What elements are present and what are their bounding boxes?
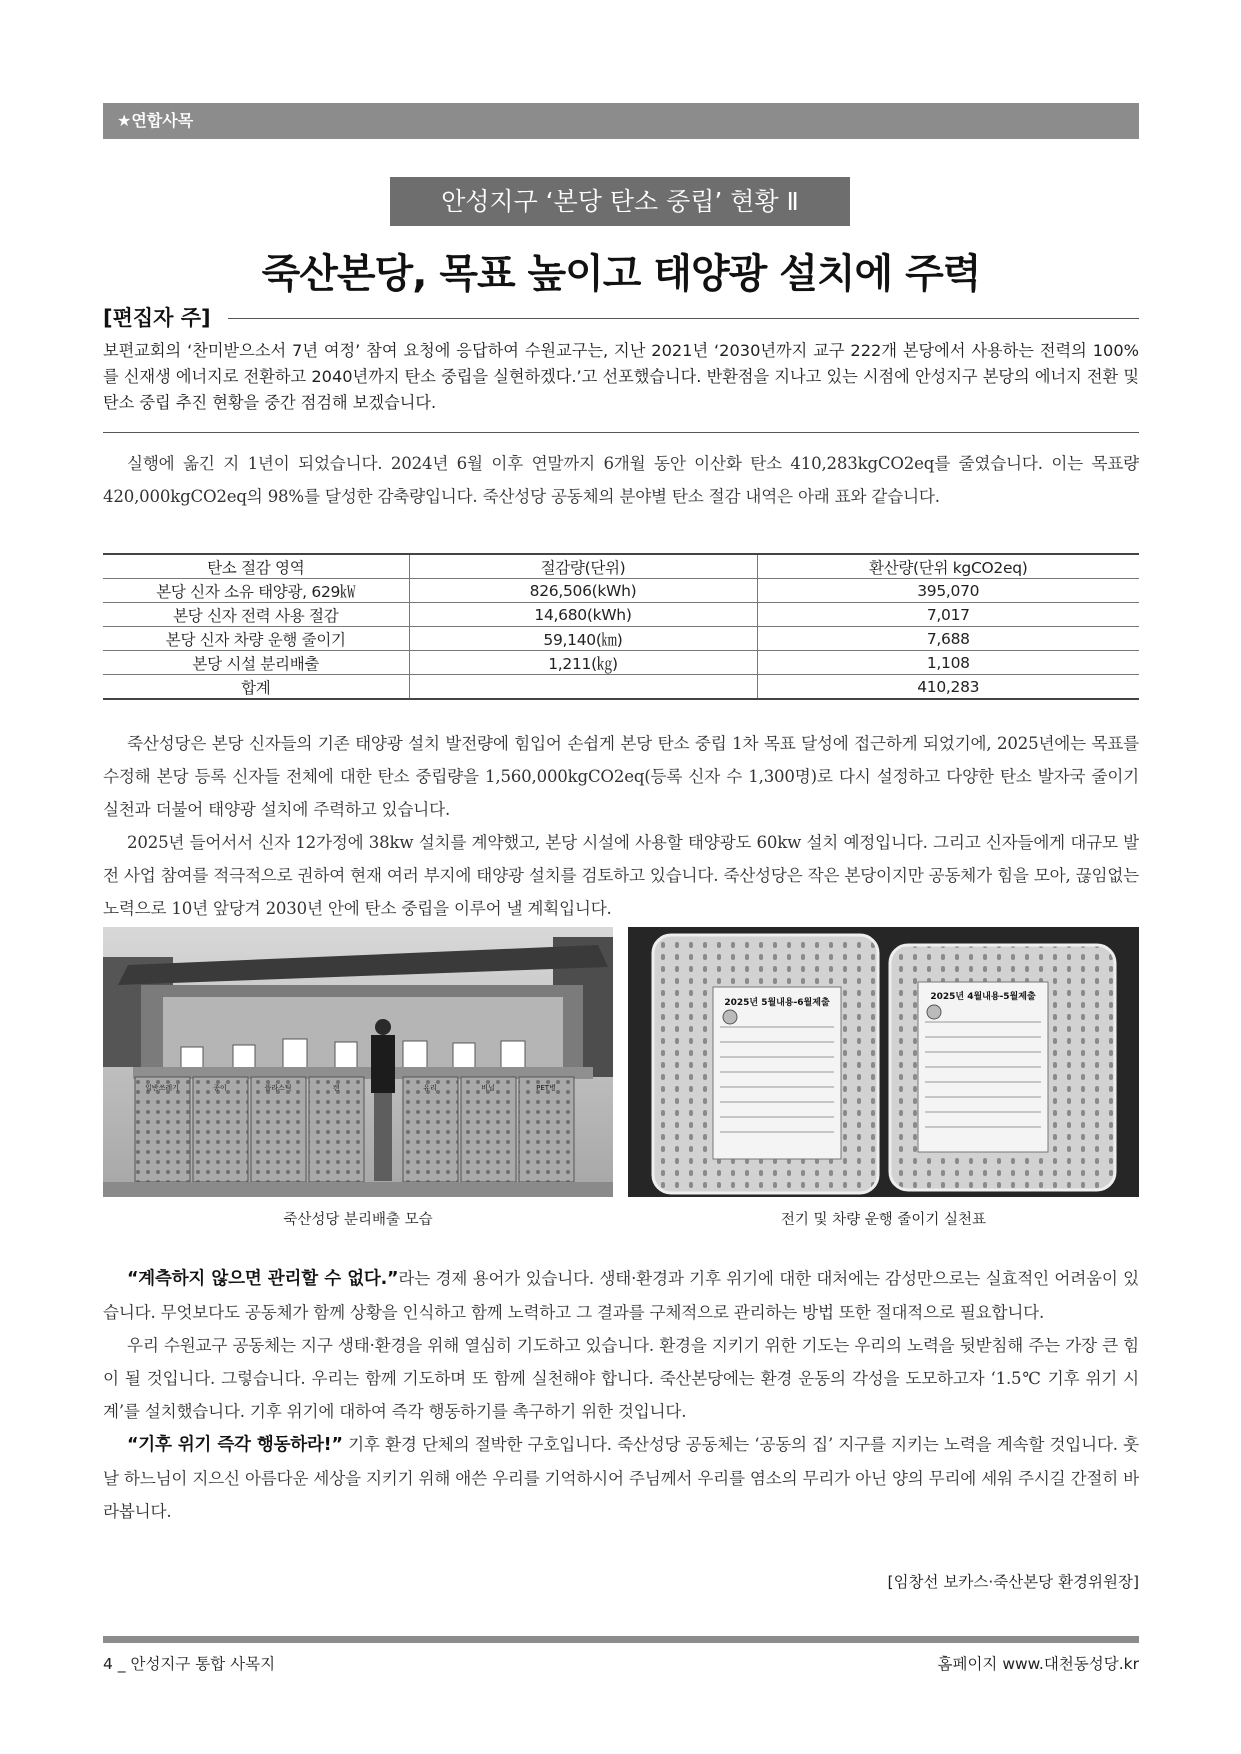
bin-label: 플라스틱 (264, 1084, 292, 1092)
table-header-cell: 탄소 절감 영역 (103, 554, 409, 579)
table-row (103, 579, 1139, 603)
footer-divider (103, 1636, 1139, 1643)
series-title: 안성지구 ‘본당 탄소 중립’ 현황 Ⅱ (390, 177, 850, 226)
paragraph-text: 라는 경제 용어가 있습니다. 생태·환경과 기후 위기에 대한 대처에는 감성만으로는 실효적인 어려움이 있습니다. 무엇보다도 공동체가 함께 상황을 인식하고 함께 노력하고 그 결과를 구체적으로 관리하는 방법 또한 절대적으로 필요합니다. (103, 1269, 1139, 1322)
photo-caption: 죽산성당 분리배출 모습 (283, 1212, 433, 1228)
body-paragraph: 우리 수원교구 공동체는 지구 생태·환경을 위해 열심히 기도하고 있습니다. 환경을 지키기 위한 기도는 우리의 노력을 뒷받침해 주는 가장 큰 힘이 될 것입니다. 그렇습니다. 우리는 함께 기도하며 또 함께 실천해야 합니다. 죽산본당에는 환경 운동의 각성을 도모하고자 ‘1.5℃ 기후 위기 시계’를 설치했습니다. 기후 위기에 대하여 즉각 행동하기를 촉구하기 위한 것입니다. (103, 1336, 1139, 1421)
table-cell: 1,211(㎏) (409, 651, 757, 675)
bin-label: 종이 (213, 1084, 227, 1092)
divider (103, 432, 1139, 433)
page-footer-publication: 4 _ 안성지구 통합 사목지 (103, 1655, 276, 1673)
paragraph-text: 기후 환경 단체의 절박한 구호입니다. 죽산성당 공동체는 ‘공동의 집’ 지구를 지키는 노력을 계속할 것입니다. 훗날 하느님이 지으신 아름다운 세상을 지키기 위해 애쓴 우리를 기억하시어 주님께서 우리를 염소의 무리가 아닌 양의 무리에 세워 주시길 간절히 바라봅니다. (103, 1435, 1139, 1521)
table-header-cell: 절감량(단위) (409, 554, 757, 579)
body-paragraph: 죽산성당은 본당 신자들의 기존 태양광 설치 발전량에 힘입어 손쉽게 본당 탄소 중립 1차 목표 달성에 접근하게 되었기에, 2025년에는 목표를 수정해 본당 등록 신자들 전체에 대한 탄소 중립량을 1,560,000kgCO2eq(등록 신자 수 1,300명)로 다시 설정하고 다양한 탄소 발자국 줄이기 실천과 더불어 태양광 설치에 주력하고 있습니다. (103, 734, 1139, 819)
table-cell: 826,506(kWh) (409, 579, 757, 603)
table-cell: 395,070 (757, 579, 1139, 603)
bin-label: 비닐 (481, 1084, 495, 1092)
table-cell (409, 675, 757, 700)
bin-label: 일반쓰레기 (145, 1084, 179, 1092)
table-cell: 7,017 (757, 603, 1139, 627)
table-cell: 본당 신자 소유 태양광, 629㎾ (103, 579, 409, 603)
editor-note-text: 보편교회의 ‘찬미받으소서 7년 여정’ 참여 요청에 응답하여 수원교구는, 지난 2021년 ‘2030년까지 교구 222개 본당에서 사용하는 전력의 100%를 신재생 에너지로 전환하고 2040년까지 탄소 중립을 실현하겠다.’고 선포했습니다. 반환점을 지나고 있는 시점에 안성지구 본당의 에너지 전환 및 탄소 중립 추진 현황을 중간 점검해 보겠습니다. (103, 341, 1139, 412)
page-footer-homepage: 홈페이지 www.대천동성당.kr (937, 1655, 1139, 1673)
editor-note-label: [편집자 주] (103, 306, 211, 330)
body-paragraph: 2025년 들어서서 신자 12가정에 38kw 설치를 계약했고, 본당 시설에 사용할 태양광도 60kw 설치 예정입니다. 그리고 신자들에게 대규모 발전 사업 참여를 적극적으로 권하여 현재 여러 부지에 태양광 설치를 검토하고 있습니다. 죽산성당은 작은 본당이지만 공동체가 힘을 모아, 끊임없는 노력으로 10년 앞당겨 2030년 안에 탄소 중립을 이루어 낼 계획입니다. (103, 833, 1139, 918)
article-headline: 죽산본당, 목표 높이고 태양광 설치에 주력 (261, 251, 981, 297)
body-paragraph: 실행에 옮긴 지 1년이 되었습니다. 2024년 6월 이후 연말까지 6개월 동안 이산화 탄소 410,283kgCO2eq를 줄였습니다. 이는 목표량 420,000kgCO2eq의 98%를 달성한 감축량입니다. 죽산성당 공동체의 분야별 탄소 절감 내역은 아래 표와 같습니다. (103, 454, 1139, 506)
table-cell: 14,680(kWh) (409, 603, 757, 627)
carbon-reduction-table (103, 553, 1139, 700)
table-header-cell: 환산량(단위 kgCO2eq) (757, 554, 1139, 579)
bin-label: 캔 (332, 1084, 340, 1092)
section-header: ★연합사목 (103, 103, 1139, 139)
table-cell: 7,688 (757, 627, 1139, 651)
photo-caption: 전기 및 차량 운행 줄이기 실천표 (780, 1212, 987, 1228)
table-cell: 1,108 (757, 651, 1139, 675)
sheet-title: 2025년 4월내용-5월제출 (930, 992, 1036, 1002)
table-cell: 본당 시설 분리배출 (103, 651, 409, 675)
body-paragraphs-group (103, 727, 1139, 925)
table-row (103, 627, 1139, 651)
author-byline: [임창선 보카스·죽산본당 환경위원장] (887, 1573, 1139, 1591)
emphasized-quote: “기후 위기 즉각 행동하라!” (127, 1435, 343, 1455)
table-row (103, 651, 1139, 675)
bin-label: PET병 (536, 1084, 556, 1092)
sheet-title: 2025년 5월내용-6월제출 (724, 998, 830, 1008)
body-paragraph (103, 1262, 1139, 1329)
emphasized-quote: “계측하지 않으면 관리할 수 없다.” (127, 1269, 399, 1289)
table-cell: 410,283 (757, 675, 1139, 700)
table-cell: 59,140(㎞) (409, 627, 757, 651)
bin-label: 유리 (423, 1084, 437, 1092)
body-paragraph (103, 1428, 1139, 1528)
table-row (103, 603, 1139, 627)
recycling-station-photo (103, 927, 613, 1197)
table-cell: 합계 (103, 675, 409, 700)
divider (228, 318, 1139, 319)
body-paragraphs-group (103, 1262, 1139, 1528)
table-total-row (103, 675, 1139, 700)
table-cell: 본당 신자 차량 운행 줄이기 (103, 627, 409, 651)
table-header-row (103, 554, 1139, 579)
checklist-baskets-photo (628, 927, 1139, 1197)
table-cell: 본당 신자 전력 사용 절감 (103, 603, 409, 627)
